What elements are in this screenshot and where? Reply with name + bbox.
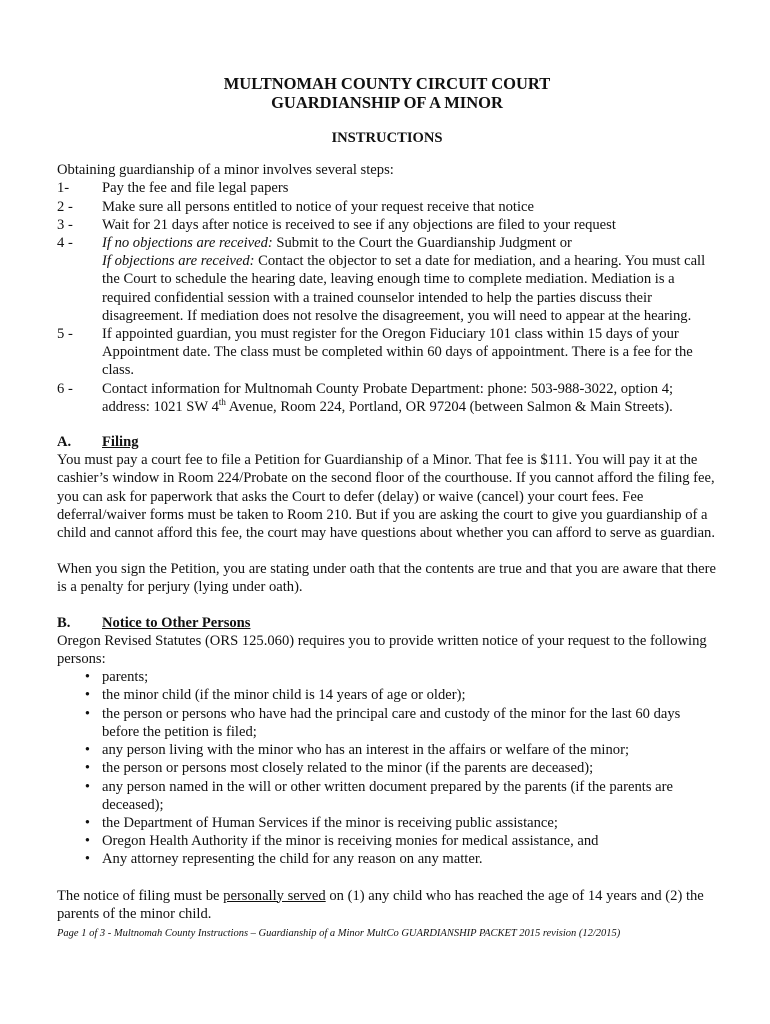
section-b-heading (57, 614, 717, 632)
no-objection-lead: If no objections are received: (102, 235, 273, 252)
list-item-text: the person or persons most closely related to the minor (if the parents are deceased); (102, 760, 594, 777)
section-a-title: Filing (102, 434, 139, 451)
steps-list (57, 179, 717, 416)
step-number: 5 - (57, 326, 73, 343)
step-number: 1- (57, 180, 70, 197)
step-number: 3 - (57, 216, 73, 233)
intro-text: Obtaining guardianship of a minor involves several steps: (57, 162, 394, 179)
step-number: 4 - (57, 235, 73, 252)
bullet-icon: • (84, 833, 90, 850)
step-text (102, 380, 717, 416)
list-item-text: Oregon Health Authority if the minor is receiving monies for medical assistance, and (102, 833, 599, 850)
step-text: Make sure all persons entitled to notice of your request receive that notice (102, 198, 534, 215)
step-item (57, 234, 717, 325)
list-item (57, 759, 717, 777)
step-item (57, 179, 717, 197)
step-text (102, 234, 717, 325)
step-number: 6 - (57, 380, 73, 397)
step-text: Pay the fee and file legal papers (102, 180, 289, 197)
bullet-icon: • (84, 760, 90, 777)
contact-text: Contact information for Multnomah County Probate Department: phone: 503-988-3022, option 4; address: 1021 SW 4 (102, 380, 674, 415)
step-item (57, 380, 717, 416)
section-b-letter: B. (57, 614, 71, 631)
bullet-icon: • (84, 742, 90, 759)
ordinal-suffix: th (218, 396, 226, 407)
section-b-title: Notice to Other Persons (102, 614, 251, 631)
list-item (57, 832, 717, 850)
list-item (57, 668, 717, 686)
bullet-icon: • (84, 814, 90, 831)
objection-lead: If objections are received: (102, 253, 255, 270)
document-title: GUARDIANSHIP OF A MINOR (271, 93, 503, 112)
list-item (57, 850, 717, 868)
bullet-icon: • (84, 687, 90, 704)
list-item-text: any person living with the minor who has an interest in the affairs or welfare of the minor; (102, 742, 629, 759)
section-a-letter: A. (57, 434, 72, 451)
list-item (57, 814, 717, 832)
step-item (57, 216, 717, 234)
section-a-paragraph-1: You must pay a court fee to file a Petition for Guardianship of a Minor. That fee is $111. You will pay it at the cashier’s window in Room 224/Probate on the second floor of the courthouse. If you cannot afford the filing fee, you can ask for paperwork that asks the Court to defer (delay) or waive (cancel) your court fees. Fee deferral/waiver forms must be taken to Room 210. But if you are asking the court to give you guardianship of a child and cannot afford this fee, the court may have questions about whether you can afford to serve as guardian. (57, 452, 715, 542)
section-b-paragraph-1: Oregon Revised Statutes (ORS 125.060) requires you to provide written notice of your request to the following persons: (57, 632, 707, 668)
bullet-icon: • (84, 778, 90, 795)
court-title: MULTNOMAH COUNTY CIRCUIT COURT (223, 74, 551, 93)
list-item (57, 778, 717, 814)
service-requirement (57, 887, 717, 923)
service-text-start: The notice of filing must be (57, 887, 224, 904)
list-item-text: any person named in the will or other written document prepared by the parents (if the parents are deceased); (102, 778, 673, 813)
list-item (57, 741, 717, 759)
step-number: 2 - (57, 198, 73, 215)
objection-text: Contact the objector to set a date for mediation, and a hearing. You must call the Court to schedule the hearing date, leaving enough time to complete mediation. Mediation is a required confidential session with a trained counselor intended to help the parties discuss their disagreement. If mediation does not resolve the disagreement, you will need to appear at the hearing. (102, 253, 706, 324)
step-item (57, 325, 717, 380)
list-item-text: the person or persons who have had the principal care and custody of the minor for the last 60 days before the petition is filed; (102, 705, 681, 740)
step-text: Wait for 21 days after notice is received to see if any objections are filed to your request (102, 216, 616, 233)
list-item-text: the Department of Human Services if the minor is receiving public assistance; (102, 814, 558, 831)
list-item (57, 686, 717, 704)
list-item (57, 705, 717, 741)
instructions-heading: INSTRUCTIONS (331, 130, 443, 146)
step-text: If appointed guardian, you must register for the Oregon Fiduciary 101 class within 15 days of your Appointment date. The class must be completed within 60 days of appointment. There is a fee for the class. (102, 326, 693, 379)
section-a-heading (57, 433, 717, 451)
address-text: Avenue, Room 224, Portland, OR 97204 (between Salmon & Main Streets). (225, 398, 673, 415)
bullet-icon: • (84, 705, 90, 722)
step-item (57, 198, 717, 216)
list-item-text: the minor child (if the minor child is 14 years of age or older); (102, 687, 466, 704)
section-a-paragraph-2: When you sign the Petition, you are stating under oath that the contents are true and that you are aware that there is a penalty for perjury (lying under oath). (57, 561, 716, 596)
personally-served-text: personally served (223, 887, 326, 904)
service-text-end: on (1) any child who has reached the age of 14 years and (2) the parents of the minor child. (57, 887, 704, 922)
list-item-text: parents; (102, 669, 149, 686)
bullet-icon: • (84, 669, 90, 686)
notice-persons-list (57, 668, 717, 868)
page-footer: Page 1 of 3 - Multnomah County Instructions – Guardianship of a Minor MultCo GUARDIANSHIP PACKET 2015 revision (12/2015) (57, 927, 621, 939)
no-objection-text: Submit to the Court the Guardianship Judgment or (272, 235, 572, 252)
bullet-icon: • (84, 851, 90, 868)
list-item-text: Any attorney representing the child for any reason on any matter. (102, 851, 483, 868)
document-page (57, 74, 717, 940)
